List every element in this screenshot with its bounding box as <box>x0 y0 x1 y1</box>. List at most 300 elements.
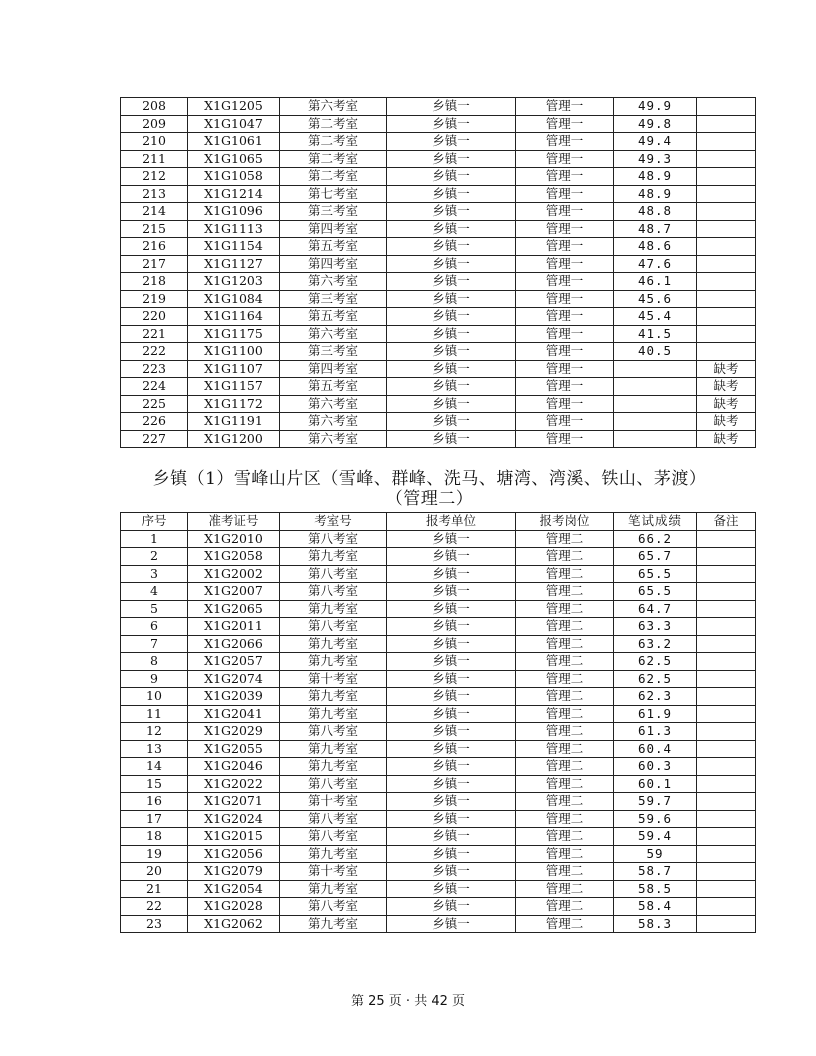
column-header: 序号 <box>121 513 188 531</box>
note-cell <box>697 653 756 671</box>
post-cell: 管理二 <box>516 705 614 723</box>
column-header: 报考岗位 <box>516 513 614 531</box>
score-cell: 49.8 <box>614 115 697 133</box>
unit-cell: 乡镇一 <box>387 670 516 688</box>
post-cell: 管理一 <box>516 203 614 221</box>
exam-id-cell: X1G1175 <box>188 325 280 343</box>
seq-cell: 22 <box>121 898 188 916</box>
exam-room-cell: 第二考室 <box>280 133 387 151</box>
score-cell: 65.5 <box>614 583 697 601</box>
table-row <box>121 308 756 326</box>
seq-cell: 215 <box>121 220 188 238</box>
post-cell: 管理二 <box>516 565 614 583</box>
post-cell: 管理一 <box>516 238 614 256</box>
exam-room-cell: 第十考室 <box>280 793 387 811</box>
exam-id-cell: X1G1205 <box>188 98 280 116</box>
seq-cell: 21 <box>121 880 188 898</box>
score-cell: 62.5 <box>614 653 697 671</box>
exam-id-cell: X1G2028 <box>188 898 280 916</box>
post-cell: 管理一 <box>516 185 614 203</box>
note-cell <box>697 238 756 256</box>
exam-room-cell: 第八考室 <box>280 565 387 583</box>
seq-cell: 16 <box>121 793 188 811</box>
score-cell: 58.3 <box>614 915 697 933</box>
score-cell: 48.8 <box>614 203 697 221</box>
table-body <box>121 530 756 933</box>
post-cell: 管理一 <box>516 430 614 448</box>
note-cell <box>697 150 756 168</box>
score-cell <box>614 378 697 396</box>
unit-cell: 乡镇一 <box>387 395 516 413</box>
note-cell <box>697 705 756 723</box>
exam-id-cell: X1G2066 <box>188 635 280 653</box>
table-row <box>121 670 756 688</box>
score-cell: 40.5 <box>614 343 697 361</box>
unit-cell: 乡镇一 <box>387 413 516 431</box>
table-row <box>121 863 756 881</box>
seq-cell: 227 <box>121 430 188 448</box>
exam-id-cell: X1G2062 <box>188 915 280 933</box>
exam-room-cell: 第十考室 <box>280 670 387 688</box>
unit-cell: 乡镇一 <box>387 635 516 653</box>
unit-cell: 乡镇一 <box>387 238 516 256</box>
seq-cell: 220 <box>121 308 188 326</box>
note-cell <box>697 618 756 636</box>
seq-cell: 218 <box>121 273 188 291</box>
unit-cell: 乡镇一 <box>387 98 516 116</box>
exam-id-cell: X1G1113 <box>188 220 280 238</box>
unit-cell: 乡镇一 <box>387 880 516 898</box>
score-table-management-one <box>120 97 756 448</box>
exam-id-cell: X1G2054 <box>188 880 280 898</box>
unit-cell: 乡镇一 <box>387 618 516 636</box>
table-row <box>121 828 756 846</box>
score-cell: 58.7 <box>614 863 697 881</box>
exam-id-cell: X1G2071 <box>188 793 280 811</box>
exam-room-cell: 第二考室 <box>280 115 387 133</box>
exam-room-cell: 第五考室 <box>280 308 387 326</box>
unit-cell: 乡镇一 <box>387 203 516 221</box>
exam-id-cell: X1G1100 <box>188 343 280 361</box>
table-row <box>121 880 756 898</box>
post-cell: 管理二 <box>516 548 614 566</box>
seq-cell: 15 <box>121 775 188 793</box>
exam-id-cell: X1G2056 <box>188 845 280 863</box>
exam-room-cell: 第八考室 <box>280 828 387 846</box>
exam-id-cell: X1G1127 <box>188 255 280 273</box>
table-row <box>121 530 756 548</box>
unit-cell: 乡镇一 <box>387 758 516 776</box>
table-row <box>121 413 756 431</box>
seq-cell: 217 <box>121 255 188 273</box>
column-header: 准考证号 <box>188 513 280 531</box>
note-cell <box>697 290 756 308</box>
seq-cell: 9 <box>121 670 188 688</box>
table-row <box>121 343 756 361</box>
note-cell <box>697 688 756 706</box>
exam-id-cell: X1G2057 <box>188 653 280 671</box>
seq-cell: 211 <box>121 150 188 168</box>
table-row <box>121 600 756 618</box>
table-body <box>121 98 756 448</box>
header-row <box>121 513 756 531</box>
exam-room-cell: 第八考室 <box>280 723 387 741</box>
unit-cell: 乡镇一 <box>387 565 516 583</box>
seq-cell: 18 <box>121 828 188 846</box>
score-cell: 60.4 <box>614 740 697 758</box>
table-row <box>121 430 756 448</box>
table-row <box>121 220 756 238</box>
exam-id-cell: X1G1058 <box>188 168 280 186</box>
note-cell <box>697 548 756 566</box>
unit-cell: 乡镇一 <box>387 705 516 723</box>
score-cell: 48.9 <box>614 168 697 186</box>
exam-id-cell: X1G2010 <box>188 530 280 548</box>
table-row <box>121 548 756 566</box>
exam-room-cell: 第四考室 <box>280 220 387 238</box>
table-row <box>121 565 756 583</box>
column-header: 笔试成绩 <box>614 513 697 531</box>
column-header: 考室号 <box>280 513 387 531</box>
exam-id-cell: X1G2007 <box>188 583 280 601</box>
exam-id-cell: X1G1061 <box>188 133 280 151</box>
table-row <box>121 583 756 601</box>
score-cell: 59.7 <box>614 793 697 811</box>
score-cell: 61.3 <box>614 723 697 741</box>
note-cell <box>697 273 756 291</box>
unit-cell: 乡镇一 <box>387 168 516 186</box>
exam-id-cell: X1G2011 <box>188 618 280 636</box>
unit-cell: 乡镇一 <box>387 898 516 916</box>
score-table-management-two <box>120 512 756 933</box>
exam-room-cell: 第五考室 <box>280 378 387 396</box>
seq-cell: 19 <box>121 845 188 863</box>
note-cell <box>697 168 756 186</box>
note-cell <box>697 863 756 881</box>
exam-id-cell: X1G2046 <box>188 758 280 776</box>
exam-id-cell: X1G1172 <box>188 395 280 413</box>
exam-room-cell: 第九考室 <box>280 635 387 653</box>
score-cell: 41.5 <box>614 325 697 343</box>
exam-room-cell: 第六考室 <box>280 413 387 431</box>
unit-cell: 乡镇一 <box>387 863 516 881</box>
post-cell: 管理二 <box>516 723 614 741</box>
score-cell: 49.4 <box>614 133 697 151</box>
unit-cell: 乡镇一 <box>387 793 516 811</box>
note-cell <box>697 98 756 116</box>
exam-room-cell: 第七考室 <box>280 185 387 203</box>
table-row <box>121 775 756 793</box>
unit-cell: 乡镇一 <box>387 273 516 291</box>
exam-id-cell: X1G2055 <box>188 740 280 758</box>
exam-id-cell: X1G2079 <box>188 863 280 881</box>
post-cell: 管理二 <box>516 845 614 863</box>
unit-cell: 乡镇一 <box>387 343 516 361</box>
unit-cell: 乡镇一 <box>387 915 516 933</box>
seq-cell: 3 <box>121 565 188 583</box>
exam-room-cell: 第四考室 <box>280 360 387 378</box>
unit-cell: 乡镇一 <box>387 430 516 448</box>
column-header: 备注 <box>697 513 756 531</box>
note-cell: 缺考 <box>697 360 756 378</box>
score-cell <box>614 413 697 431</box>
unit-cell: 乡镇一 <box>387 845 516 863</box>
table-row <box>121 758 756 776</box>
seq-cell: 23 <box>121 915 188 933</box>
table-row <box>121 273 756 291</box>
score-cell <box>614 430 697 448</box>
post-cell: 管理一 <box>516 395 614 413</box>
exam-room-cell: 第二考室 <box>280 150 387 168</box>
exam-room-cell: 第六考室 <box>280 395 387 413</box>
exam-id-cell: X1G1154 <box>188 238 280 256</box>
unit-cell: 乡镇一 <box>387 378 516 396</box>
table-row <box>121 360 756 378</box>
seq-cell: 20 <box>121 863 188 881</box>
exam-room-cell: 第八考室 <box>280 618 387 636</box>
unit-cell: 乡镇一 <box>387 115 516 133</box>
note-cell <box>697 775 756 793</box>
seq-cell: 214 <box>121 203 188 221</box>
note-cell <box>697 828 756 846</box>
score-cell: 45.6 <box>614 290 697 308</box>
exam-room-cell: 第九考室 <box>280 845 387 863</box>
score-cell: 63.3 <box>614 618 697 636</box>
table-row <box>121 705 756 723</box>
post-cell: 管理二 <box>516 758 614 776</box>
seq-cell: 208 <box>121 98 188 116</box>
exam-room-cell: 第五考室 <box>280 238 387 256</box>
exam-room-cell: 第三考室 <box>280 290 387 308</box>
unit-cell: 乡镇一 <box>387 290 516 308</box>
exam-id-cell: X1G2058 <box>188 548 280 566</box>
exam-room-cell: 第六考室 <box>280 98 387 116</box>
table-row <box>121 688 756 706</box>
table-row <box>121 378 756 396</box>
score-cell: 60.3 <box>614 758 697 776</box>
post-cell: 管理一 <box>516 378 614 396</box>
note-cell <box>697 115 756 133</box>
seq-cell: 12 <box>121 723 188 741</box>
unit-cell: 乡镇一 <box>387 653 516 671</box>
exam-id-cell: X1G1164 <box>188 308 280 326</box>
unit-cell: 乡镇一 <box>387 150 516 168</box>
table-row <box>121 255 756 273</box>
post-cell: 管理一 <box>516 290 614 308</box>
post-cell: 管理一 <box>516 360 614 378</box>
seq-cell: 209 <box>121 115 188 133</box>
score-cell: 61.9 <box>614 705 697 723</box>
exam-room-cell: 第九考室 <box>280 915 387 933</box>
table-row <box>121 793 756 811</box>
seq-cell: 8 <box>121 653 188 671</box>
unit-cell: 乡镇一 <box>387 325 516 343</box>
unit-cell: 乡镇一 <box>387 548 516 566</box>
exam-room-cell: 第九考室 <box>280 548 387 566</box>
table-row <box>121 915 756 933</box>
score-cell: 62.5 <box>614 670 697 688</box>
unit-cell: 乡镇一 <box>387 723 516 741</box>
score-cell: 59.4 <box>614 828 697 846</box>
seq-cell: 7 <box>121 635 188 653</box>
post-cell: 管理二 <box>516 880 614 898</box>
post-cell: 管理二 <box>516 670 614 688</box>
post-cell: 管理一 <box>516 255 614 273</box>
note-cell <box>697 635 756 653</box>
exam-room-cell: 第九考室 <box>280 653 387 671</box>
unit-cell: 乡镇一 <box>387 308 516 326</box>
unit-cell: 乡镇一 <box>387 133 516 151</box>
note-cell <box>697 915 756 933</box>
exam-room-cell: 第四考室 <box>280 255 387 273</box>
exam-room-cell: 第六考室 <box>280 273 387 291</box>
table-row <box>121 395 756 413</box>
note-cell: 缺考 <box>697 378 756 396</box>
seq-cell: 13 <box>121 740 188 758</box>
score-cell: 58.4 <box>614 898 697 916</box>
exam-room-cell: 第三考室 <box>280 343 387 361</box>
section-title-text: 乡镇（1）雪峰山片区（雪峰、群峰、洗马、塘湾、湾溪、铁山、茅渡） <box>152 469 707 489</box>
seq-cell: 216 <box>121 238 188 256</box>
exam-room-cell: 第八考室 <box>280 530 387 548</box>
post-cell: 管理一 <box>516 325 614 343</box>
seq-cell: 5 <box>121 600 188 618</box>
post-cell: 管理二 <box>516 915 614 933</box>
exam-id-cell: X1G2065 <box>188 600 280 618</box>
score-cell: 62.3 <box>614 688 697 706</box>
exam-id-cell: X1G1084 <box>188 290 280 308</box>
note-cell <box>697 898 756 916</box>
note-cell <box>697 880 756 898</box>
post-cell: 管理二 <box>516 740 614 758</box>
score-cell: 65.7 <box>614 548 697 566</box>
exam-room-cell: 第八考室 <box>280 583 387 601</box>
score-cell: 49.9 <box>614 98 697 116</box>
seq-cell: 17 <box>121 810 188 828</box>
exam-id-cell: X1G2015 <box>188 828 280 846</box>
unit-cell: 乡镇一 <box>387 255 516 273</box>
score-cell: 47.6 <box>614 255 697 273</box>
score-cell <box>614 395 697 413</box>
table-row <box>121 133 756 151</box>
exam-id-cell: X1G2024 <box>188 810 280 828</box>
seq-cell: 1 <box>121 530 188 548</box>
seq-cell: 225 <box>121 395 188 413</box>
exam-id-cell: X1G1191 <box>188 413 280 431</box>
note-cell: 缺考 <box>697 413 756 431</box>
exam-room-cell: 第十考室 <box>280 863 387 881</box>
unit-cell: 乡镇一 <box>387 185 516 203</box>
seq-cell: 221 <box>121 325 188 343</box>
seq-cell: 212 <box>121 168 188 186</box>
exam-id-cell: X1G1107 <box>188 360 280 378</box>
exam-room-cell: 第八考室 <box>280 898 387 916</box>
seq-cell: 226 <box>121 413 188 431</box>
unit-cell: 乡镇一 <box>387 810 516 828</box>
post-cell: 管理二 <box>516 635 614 653</box>
note-cell: 缺考 <box>697 395 756 413</box>
note-cell <box>697 133 756 151</box>
table-row <box>121 898 756 916</box>
post-cell: 管理一 <box>516 308 614 326</box>
score-cell: 48.6 <box>614 238 697 256</box>
exam-room-cell: 第八考室 <box>280 775 387 793</box>
seq-cell: 219 <box>121 290 188 308</box>
score-cell: 49.3 <box>614 150 697 168</box>
table-row <box>121 653 756 671</box>
score-cell: 45.4 <box>614 308 697 326</box>
table-row <box>121 98 756 116</box>
score-cell <box>614 360 697 378</box>
note-cell <box>697 758 756 776</box>
exam-id-cell: X1G1203 <box>188 273 280 291</box>
score-cell: 63.2 <box>614 635 697 653</box>
section-title <box>120 468 739 510</box>
post-cell: 管理二 <box>516 583 614 601</box>
exam-id-cell: X1G2029 <box>188 723 280 741</box>
unit-cell: 乡镇一 <box>387 360 516 378</box>
post-cell: 管理二 <box>516 618 614 636</box>
note-cell <box>697 255 756 273</box>
table-row <box>121 290 756 308</box>
exam-id-cell: X1G1047 <box>188 115 280 133</box>
seq-cell: 223 <box>121 360 188 378</box>
post-cell: 管理二 <box>516 688 614 706</box>
score-cell: 48.7 <box>614 220 697 238</box>
page-footer: 第 25 页 · 共 42 页 <box>350 994 465 1009</box>
post-cell: 管理二 <box>516 653 614 671</box>
score-cell: 59 <box>614 845 697 863</box>
table-header <box>121 513 756 531</box>
post-cell: 管理二 <box>516 810 614 828</box>
table-row <box>121 740 756 758</box>
unit-cell: 乡镇一 <box>387 740 516 758</box>
post-cell: 管理一 <box>516 343 614 361</box>
note-cell <box>697 220 756 238</box>
seq-cell: 10 <box>121 688 188 706</box>
seq-cell: 213 <box>121 185 188 203</box>
exam-room-cell: 第九考室 <box>280 758 387 776</box>
score-cell: 65.5 <box>614 565 697 583</box>
note-cell <box>697 530 756 548</box>
post-cell: 管理一 <box>516 220 614 238</box>
post-cell: 管理一 <box>516 133 614 151</box>
note-cell <box>697 845 756 863</box>
note-cell <box>697 793 756 811</box>
exam-room-cell: 第六考室 <box>280 430 387 448</box>
note-cell <box>697 185 756 203</box>
table-row <box>121 115 756 133</box>
score-cell: 60.1 <box>614 775 697 793</box>
note-cell <box>697 583 756 601</box>
note-cell <box>697 203 756 221</box>
post-cell: 管理二 <box>516 600 614 618</box>
exam-room-cell: 第九考室 <box>280 688 387 706</box>
exam-room-cell: 第八考室 <box>280 810 387 828</box>
note-cell <box>697 723 756 741</box>
exam-room-cell: 第九考室 <box>280 705 387 723</box>
unit-cell: 乡镇一 <box>387 775 516 793</box>
post-cell: 管理一 <box>516 413 614 431</box>
table-row <box>121 635 756 653</box>
seq-cell: 210 <box>121 133 188 151</box>
note-cell <box>697 565 756 583</box>
unit-cell: 乡镇一 <box>387 828 516 846</box>
exam-id-cell: X1G1065 <box>188 150 280 168</box>
post-cell: 管理二 <box>516 793 614 811</box>
seq-cell: 2 <box>121 548 188 566</box>
note-cell <box>697 670 756 688</box>
